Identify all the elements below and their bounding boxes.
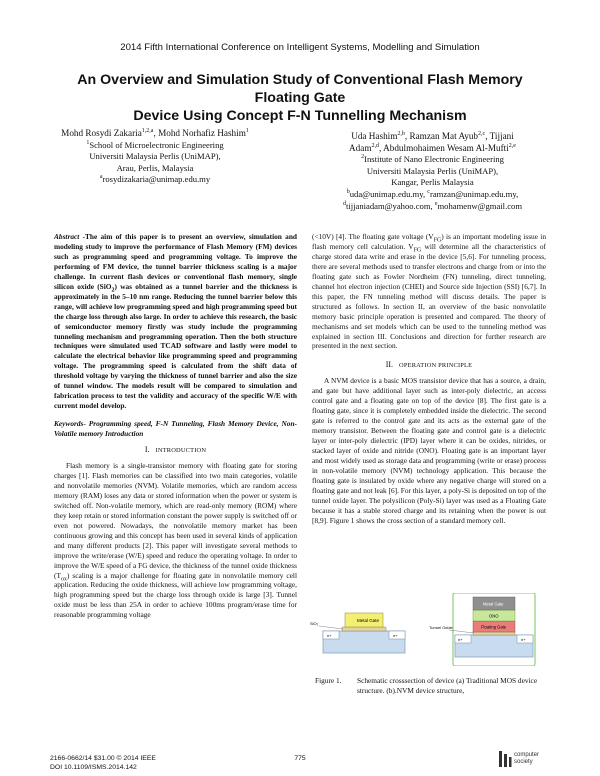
keywords: Keywords- Programming speed, F-N Tunneling, Flash Memory Device, Non-Volatile memory Introduction <box>54 419 297 439</box>
authors-left <box>40 128 270 186</box>
drain-a-label: n+ <box>393 633 398 638</box>
operation-paragraph-1: A NVM device is a basic MOS transistor device that has a source, a drain, and gate but have additional layer such as inter-poly dielectric, an access control gate and a floating gate on top of the device [8]. The first gate is a floating gate, since it is completely embedded inside the dielectric. The second gate is referred to the control gate and its acts as the external gate of the memory transistor. Between the floating gate and control gate is a dielectric layer or inter-poly dielectric (IPD) layer where it can be oxides, nitrides, or stacked layer of oxide and nitride (ONO). Floating gate is an important layer and most widely used as storage data and programming (write or erase) process in non-volatile memory (NVM) technology application. This because the floating gate is insulated by oxide where any negative charge will stored on a floating gate and not leak [6]. For this layer, a poly-Si is deposited on top of the tunnel oxide layer. The polysilicon (Poly-Si) layer was used as a Floating Gate because it has a stable stored charge and its retaining when the power is out [8,9]. Figure 1 shows the cross section of a standard memory cell. <box>312 376 546 525</box>
affiliation-left: $^1$School of Microelectronic Engineering <box>86 139 224 150</box>
tunnel-oxide-b <box>473 632 515 635</box>
ono-label: ONO <box>489 613 499 619</box>
figure-1a-mos <box>310 613 405 653</box>
authors-right <box>305 131 560 212</box>
footer-doi[interactable]: DOI 10.1109/ISMS.2014.142 <box>50 764 137 771</box>
abstract: Abstract -The aim of this paper is to present an overview, simulation and modeling study to improve the performance of Flash Memory (FM) devices such as programming speed and programming voltage. To improve the performing of FM device, the tunnel barrier thickness scaling is a major challenge. In current flash devices or conventional flash memory, single silicon oxide (SiO$_2$) was obtained as a tunnel barrier and the thickness is approximately in the 5–10 nm range. Reducing the tunnel barrier below this range, will achieve low programming speed and high programming speed but the charge loss through also large. In order to achieve this research, the basic of semiconductor memory firstly was study include the programming tunneling mechanism and programming operation. Then the both structure techniques were simulated used TCAD software and lastly were model to calculate the electrical behavior like programming speed and programming voltage. The programming speed is calculated from the shift data of threshold voltage by varying the thickness of tunnel barrier and also the size of tunnel window. The models result will be compared to simulation and fabrication process to test the validity and accuracy of the specific W/E with current model develop. <box>54 232 297 411</box>
left-column <box>54 232 297 620</box>
computer-society-label: computer society <box>514 752 540 765</box>
intro-paragraph-1: Flash memory is a single-transistor memory with floating gate for storing charges [1]. Flash memories can be classified into two main categories, volatile and nonvolatile memories (NVM). Volatile memories, which are random access memory (RAM) loses any data or stored information when the power or system is switched off. Non-volatile memory, which are read-only memory (ROM) where they keep retain or stored information constant the power supply is switched off or even not powered. Nowadays, the nonvolatile memory market has been continuous growing and this concept has been used in several kinds of application and many different products [2]. This paper will investigate several methods to improve the write/erase (W/E) speed and reduce the operating voltage. In order to improve the W/E speed of a FG device, the thickness of the tunnel oxide thickness $(T_{ox})$ scaling is a major challenge for floating gate in nonvolatile memory cell application. Reducing the oxide thickness, will achieve low programming voltage, high programming speed but the charge loss through oxide is large [3]. Tunnel oxide must be less than 25A in order to achieve 100ms program/erase time for reasonable programming voltage <box>54 461 297 620</box>
drain-b-label: n+ <box>521 637 526 642</box>
emails-right-2[interactable]: $^d$tijjaniadam@yahoo.com, $^e$mohamenw@gmail.com <box>342 200 523 211</box>
footer-left <box>50 754 250 772</box>
footer-isbn: 2166-0662/14 $31.00 © 2014 IEEE <box>50 755 156 762</box>
intro-paragraph-2: (<10V) [4]. The floating gate voltage $(V_{FG})$ is an important modeling issue in flash memory cell calculation. $V_{FG}$ will determine all the characteristics of charge stored data write and erase in the device [5,6]. For tunneling process, there are several methods used to transfer electrons and charge from or into the floating gate such as Fowler Nordheim (FN) tunneling, direct tunneling, channel hot electron injection (CHEI) and Source side Injection (SSI) [6,7]. In this paper, the FN tunneling method will discuss details. The paper is structured as follows. In section II, an overview of the basic nonvolatile memory basic principle operation is presented and compared. The theory of mechanisms and set models which can be used to the tunneling method was explained in section III. Conclusions and direction for further research are presented in the next section. <box>312 232 546 351</box>
affiliation-right: $^2$Institute of Nano Electronic Engineering <box>361 154 504 165</box>
conference-header: 2014 Fifth International Conference on Intelligent Systems, Modelling and Simulation <box>120 42 480 53</box>
source-a-label: n+ <box>327 633 332 638</box>
emails-right-1[interactable]: $^b$uda@unimap.edu.my, $^c$ramzan@unimap.edu.my, <box>346 188 519 199</box>
gate-oxide-a <box>342 627 386 631</box>
affiliation-right-line3: Kangar, Perlis Malaysia <box>391 177 474 188</box>
title-line-2: Device Using Concept F-N Tunnelling Mechanism <box>133 108 467 124</box>
sio2-label: SiO₂ <box>310 621 319 626</box>
email-left[interactable]: $^a$rosydizakaria@unimap.edu.my <box>99 174 211 185</box>
title-line-1: An Overview and Simulation Study of Conventional Flash Memory Floating Gate <box>77 72 523 106</box>
tunnel-oxide-label: Tunnel Oxide <box>429 625 453 630</box>
affiliation-left-line2: Universiti Malaysia Perlis (UniMAP), <box>89 151 221 162</box>
figure-1-caption <box>315 676 555 696</box>
author-names-right-2: Adam$^{2,d}$, Abdulmohaimen Wesam Al-Mufti$^{2,e}$ <box>349 142 516 153</box>
gate-a-label: Metal Gate <box>357 618 380 623</box>
floating-gate-label: Floating Gate <box>481 624 507 630</box>
metal-gate-b-label: Metal Gate <box>483 601 504 607</box>
section-heading-introduction: I. INTRODUCTION <box>144 445 207 455</box>
source-b-label: n+ <box>458 637 463 642</box>
computer-society-icon <box>498 750 512 768</box>
figure-1-caption-number: Figure 1. <box>315 676 342 685</box>
section-heading-operation: II. OPERATION PRINCIPLE <box>385 360 473 370</box>
author-names-left: Mohd Rosydi Zakaria$^{1,2,a}$, Mohd Norhafiz Hashim$^1$ <box>61 127 249 138</box>
paper-title <box>50 71 550 125</box>
affiliation-left-line3: Arau, Perlis, Malaysia <box>116 162 194 173</box>
right-column <box>312 232 546 526</box>
affiliation-right-line2: Universiti Malaysia Perlis (UniMAP), <box>366 165 499 176</box>
author-names-right-1: Uda Hashim$^{2,b}$, Ramzan Mat Ayub$^{2,c}$, Tijjani <box>351 130 514 141</box>
figure-1b-nvm <box>429 593 535 666</box>
computer-society-logo <box>498 748 554 772</box>
figure-1-cross-section <box>309 593 545 666</box>
footer-page-number: 775 <box>294 755 306 762</box>
figure-1-caption-text: Schematic crosssection of device (a) Traditional MOS device structure. (b).NVM device structure, <box>357 676 538 695</box>
